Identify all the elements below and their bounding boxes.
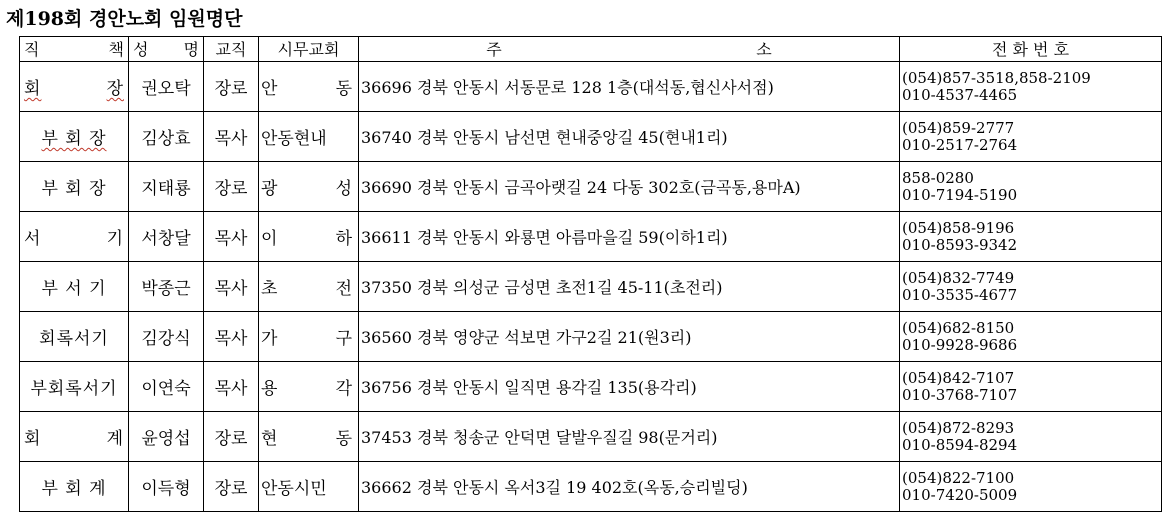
table-row bbox=[20, 62, 1162, 112]
officers-table bbox=[19, 36, 1162, 512]
header-phone: 전 화 번 호 bbox=[900, 37, 1162, 62]
cell-address: 36611 경북 안동시 와룡면 아름마을길 59(이하1리) bbox=[359, 212, 900, 262]
cell-name: 김상효 bbox=[129, 112, 204, 162]
cell-role: 서 기 bbox=[20, 212, 129, 262]
cell-name: 윤영섭 bbox=[129, 412, 204, 462]
table-row bbox=[20, 362, 1162, 412]
cell-rank: 목사 bbox=[204, 362, 259, 412]
phone-number: 010-3768-7107 bbox=[902, 385, 1018, 404]
table-row bbox=[20, 462, 1162, 512]
phone-number: 010-9928-9686 bbox=[902, 335, 1018, 354]
cell-rank: 장로 bbox=[204, 412, 259, 462]
phone-number: 010-3535-4677 bbox=[902, 285, 1018, 304]
cell-phone bbox=[900, 362, 1162, 412]
cell-role: 부회록서기 bbox=[20, 362, 129, 412]
cell-church: 안 동 bbox=[259, 62, 359, 112]
header-name: 성 명 bbox=[129, 37, 204, 62]
cell-church: 안동현내 bbox=[259, 112, 359, 162]
phone-number: (054)857-3518,858-2109 bbox=[902, 68, 1091, 87]
table-row bbox=[20, 412, 1162, 462]
cell-name: 이득형 bbox=[129, 462, 204, 512]
cell-address: 37453 경북 청송군 안덕면 달발우질길 98(문거리) bbox=[359, 412, 900, 462]
cell-address: 36756 경북 안동시 일직면 용각길 135(용각리) bbox=[359, 362, 900, 412]
cell-name: 권오탁 bbox=[129, 62, 204, 112]
phone-number: (054)822-7100 bbox=[902, 468, 1015, 487]
cell-church: 안동시민 bbox=[259, 462, 359, 512]
cell-rank: 장로 bbox=[204, 62, 259, 112]
table-row bbox=[20, 312, 1162, 362]
cell-address: 36740 경북 안동시 남선면 현내중앙길 45(현내1리) bbox=[359, 112, 900, 162]
cell-phone bbox=[900, 462, 1162, 512]
cell-address: 36696 경북 안동시 서동문로 128 1층(대석동,협신사서점) bbox=[359, 62, 900, 112]
document-title: 제198회 경안노회 임원명단 bbox=[6, 8, 243, 30]
cell-name: 지태룡 bbox=[129, 162, 204, 212]
cell-church: 초 전 bbox=[259, 262, 359, 312]
phone-number: 010-2517-2764 bbox=[902, 135, 1018, 154]
cell-role: 부 회 장 bbox=[20, 162, 129, 212]
cell-phone bbox=[900, 162, 1162, 212]
cell-rank: 목사 bbox=[204, 112, 259, 162]
cell-church: 광 성 bbox=[259, 162, 359, 212]
table-row bbox=[20, 112, 1162, 162]
cell-phone bbox=[900, 412, 1162, 462]
cell-rank: 목사 bbox=[204, 262, 259, 312]
header-address: 주 소 bbox=[359, 37, 900, 62]
cell-phone bbox=[900, 262, 1162, 312]
phone-number: 010-7420-5009 bbox=[902, 485, 1018, 504]
cell-phone bbox=[900, 212, 1162, 262]
table-row bbox=[20, 212, 1162, 262]
cell-rank: 목사 bbox=[204, 212, 259, 262]
phone-number: (054)832-7749 bbox=[902, 268, 1015, 287]
cell-name: 박종근 bbox=[129, 262, 204, 312]
phone-number: 858-0280 bbox=[902, 168, 974, 187]
table-row bbox=[20, 162, 1162, 212]
cell-role: 회록서기 bbox=[20, 312, 129, 362]
phone-number: (054)858-9196 bbox=[902, 218, 1015, 237]
cell-role: 부 회 장 bbox=[20, 112, 129, 162]
header-church: 시무교회 bbox=[259, 37, 359, 62]
phone-number: (054)859-2777 bbox=[902, 118, 1015, 137]
cell-address: 37350 경북 의성군 금성면 초전1길 45-11(초전리) bbox=[359, 262, 900, 312]
phone-number: 010-7194-5190 bbox=[902, 185, 1018, 204]
cell-rank: 장로 bbox=[204, 162, 259, 212]
table-row bbox=[20, 262, 1162, 312]
header-rank: 교직 bbox=[204, 37, 259, 62]
cell-rank: 목사 bbox=[204, 312, 259, 362]
cell-address: 36662 경북 안동시 옥서3길 19 402호(옥동,승리빌딩) bbox=[359, 462, 900, 512]
phone-number: (054)842-7107 bbox=[902, 368, 1015, 387]
cell-church: 용 각 bbox=[259, 362, 359, 412]
header-row bbox=[20, 37, 1162, 62]
phone-number: (054)682-8150 bbox=[902, 318, 1015, 337]
cell-role: 부 회 계 bbox=[20, 462, 129, 512]
phone-number: 010-8594-8294 bbox=[902, 435, 1018, 454]
cell-church: 이 하 bbox=[259, 212, 359, 262]
header-role: 직 책 bbox=[20, 37, 129, 62]
cell-phone bbox=[900, 312, 1162, 362]
cell-role: 부 서 기 bbox=[20, 262, 129, 312]
cell-name: 김강식 bbox=[129, 312, 204, 362]
cell-role: 회 장 bbox=[20, 62, 129, 112]
cell-church: 현 동 bbox=[259, 412, 359, 462]
cell-rank: 장로 bbox=[204, 462, 259, 512]
cell-name: 서창달 bbox=[129, 212, 204, 262]
cell-address: 36690 경북 안동시 금곡아랫길 24 다동 302호(금곡동,용마A) bbox=[359, 162, 900, 212]
cell-role: 회 계 bbox=[20, 412, 129, 462]
cell-name: 이연숙 bbox=[129, 362, 204, 412]
cell-phone bbox=[900, 62, 1162, 112]
cell-phone bbox=[900, 112, 1162, 162]
phone-number: 010-8593-9342 bbox=[902, 235, 1018, 254]
phone-number: (054)872-8293 bbox=[902, 418, 1015, 437]
phone-number: 010-4537-4465 bbox=[902, 85, 1018, 104]
cell-address: 36560 경북 영양군 석보면 가구2길 21(원3리) bbox=[359, 312, 900, 362]
cell-church: 가 구 bbox=[259, 312, 359, 362]
